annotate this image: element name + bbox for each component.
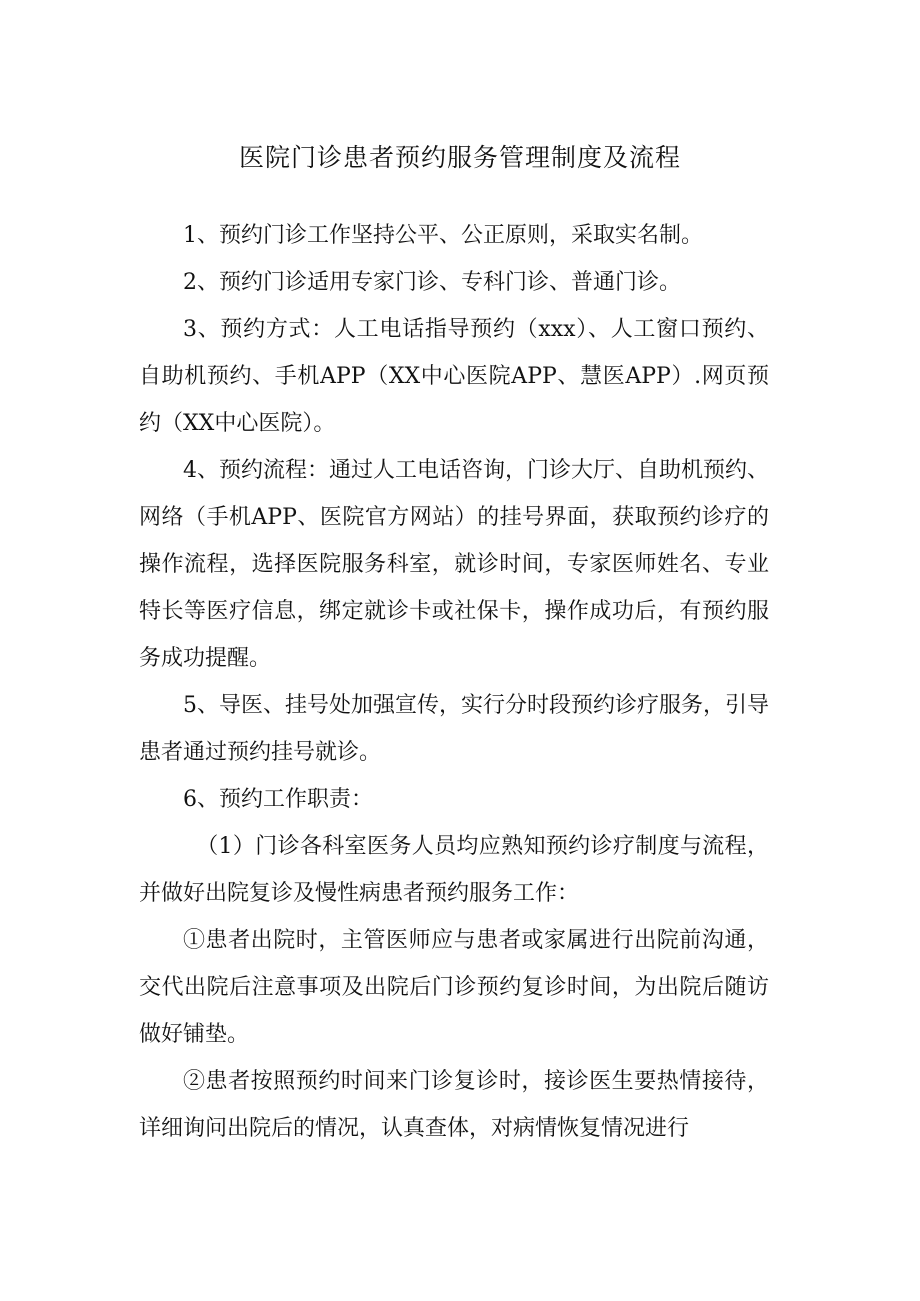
document-body — [139, 212, 769, 1152]
paragraph-3: 3、预约方式：人工电话指导预约（xxx）、人工窗口预约、自助机预约、手机APP（XX中心医院APP、慧医APP）.网页预约（XX中心医院）。 — [139, 317, 769, 436]
paragraph-6-1-b: ②患者按照预约时间来门诊复诊时，接诊医生要热情接待，详细询问出院后的情况，认真查体，对病情恢复情况进行 — [139, 1069, 769, 1141]
paragraph-6-1: （1）门诊各科室医务人员均应熟知预约诊疗制度与流程，并做好出院复诊及慢性病患者预约服务工作： — [139, 834, 769, 906]
paragraph-6-1-a: ①患者出院时，主管医师应与患者或家属进行出院前沟通，交代出院后注意事项及出院后门诊预约复诊时间，为出院后随访做好铺垫。 — [139, 928, 769, 1047]
paragraph-4: 4、预约流程：通过人工电话咨询，门诊大厅、自助机预约、网络（手机APP、医院官方网站）的挂号界面，获取预约诊疗的操作流程，选择医院服务科室，就诊时间，专家医师姓名、专业特长等医疗信息，绑定就诊卡或社保卡，操作成功后，有预约服务成功提醒。 — [139, 458, 769, 671]
paragraph-1: 1、预约门诊工作坚持公平、公正原则，采取实名制。 — [183, 223, 703, 248]
paragraph-5: 5、导医、挂号处加强宣传，实行分时段预约诊疗服务，引导患者通过预约挂号就诊。 — [139, 693, 769, 765]
paragraph-2: 2、预约门诊适用专家门诊、专科门诊、普通门诊。 — [183, 270, 681, 295]
document-title: 医院门诊患者预约服务管理制度及流程 — [238, 143, 681, 172]
paragraph-6: 6、预约工作职责： — [183, 787, 373, 812]
